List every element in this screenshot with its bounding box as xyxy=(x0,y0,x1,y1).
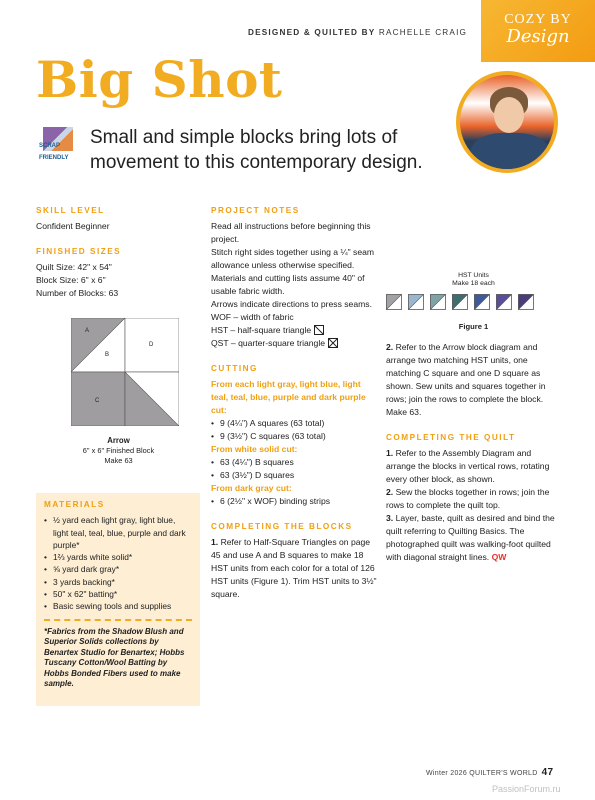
project-notes-section xyxy=(211,204,377,350)
arrow-block-caption xyxy=(36,436,201,466)
note-hst-line xyxy=(211,324,377,337)
step1-text: Refer to Half-Square Triangles on page 45 and use A and B squares to make 18 HST units from each color for a total of 126 HST units (Figure 1). Trim HST units to 3½" square. xyxy=(211,537,377,599)
cutting-item: • 6 (2½" x WOF) binding strips xyxy=(211,495,377,508)
cutting-item: • 9 (4¼") A squares (63 total) xyxy=(211,417,377,430)
finished-sizes-section xyxy=(36,245,201,300)
quilt-step3-text: Layer, baste, quilt as desired and bind the quilt referring to Quilting Basics. The photographed quilt was walking-foot quilted with diagonal straight lines. xyxy=(386,513,555,562)
hst-unit xyxy=(452,294,468,310)
quilt-step2 xyxy=(386,486,561,512)
figure-title-line2: Make 18 each xyxy=(452,280,495,287)
page-number: 47 xyxy=(541,767,554,778)
materials-heading: MATERIALS xyxy=(44,500,105,509)
column-left xyxy=(36,204,201,466)
pattern-title: Big Shot xyxy=(36,50,283,109)
designer-byline xyxy=(248,28,467,37)
cutting-list1 xyxy=(211,417,377,443)
hst-unit xyxy=(496,294,512,310)
designer-photo xyxy=(456,71,558,173)
badge-line2: Design xyxy=(506,26,570,47)
note-p1: Read all instructions before beginning this project. xyxy=(211,221,371,244)
figure-label: Figure 1 xyxy=(458,322,489,331)
note-p2: Stitch right sides together using a ¼" seam allowance unless otherwise specified. xyxy=(211,247,375,270)
cutting-list2 xyxy=(211,456,377,482)
arrow-block-diagram xyxy=(71,318,179,426)
number-of-blocks: Number of Blocks: 63 xyxy=(36,288,119,298)
fabric-note: *Fabrics from the Shadow Blush and Superior Solids collections by Benartex Studio for Benartex; Hobbs Tuscany Cotton/Wool Batting by Hobbs Bonded Fibers used to make sample. xyxy=(44,626,185,689)
photo-shirt xyxy=(470,133,550,173)
materials-item: • 50" x 62" batting* xyxy=(44,588,192,600)
dashed-divider xyxy=(44,619,192,621)
qw-end-mark: QW xyxy=(491,552,507,562)
quilt-step1-num: 1. xyxy=(386,448,394,458)
caption-size: 6" x 6" Finished Block xyxy=(82,446,155,455)
figure-title-line1: HST Units xyxy=(458,272,489,279)
quilt-step2-text: Sew the blocks together in rows; join the rows to complete the quilt top. xyxy=(386,487,550,510)
hst-unit xyxy=(386,294,402,310)
step2-block xyxy=(386,341,561,419)
hst-unit xyxy=(430,294,446,310)
label-d: D xyxy=(149,342,154,348)
byline-name: RACHELLE CRAIG xyxy=(378,28,468,37)
completing-quilt-heading: COMPLETING THE QUILT xyxy=(386,433,516,442)
quilt-step2-num: 2. xyxy=(386,487,394,497)
materials-box xyxy=(36,493,200,706)
note-wof: WOF – width of fabric xyxy=(211,312,294,322)
label-b: B xyxy=(105,352,110,358)
materials-item: • Basic sewing tools and supplies xyxy=(44,600,192,612)
completing-quilt-section xyxy=(386,431,561,564)
finished-sizes-heading: FINISHED SIZES xyxy=(36,247,122,256)
column-right xyxy=(386,204,561,576)
cutting-list3 xyxy=(211,495,377,508)
step2-text: Refer to the Arrow block diagram and arrange two matching HST units, one matching C square and one D square as shown. Sew units and squares together in rows; join the rows to complete the block. Make 63. xyxy=(386,342,546,417)
step2-num: 2. xyxy=(386,342,394,352)
cutting-sub1: From each light gray, light blue, light teal, teal, blue, purple and dark purple cut: xyxy=(211,379,366,415)
materials-item: • ⅝ yard dark gray* xyxy=(44,563,192,575)
materials-item: • ½ yard each light gray, light blue, light teal, teal, blue, purple and dark purple* xyxy=(44,514,192,551)
project-notes-heading: PROJECT NOTES xyxy=(211,206,300,215)
pattern-subtitle: Small and simple blocks bring lots of movement to this contemporary design. xyxy=(90,127,423,173)
hst-icon xyxy=(314,325,324,335)
hst-unit xyxy=(408,294,424,310)
photo-face xyxy=(494,97,524,133)
note-hst: HST – half-square triangle xyxy=(211,325,312,335)
step1-num: 1. xyxy=(211,537,219,547)
cutting-item: • 63 (3½") D squares xyxy=(211,469,377,482)
scrap-icon-line1: SCRAP xyxy=(39,143,61,149)
byline-prefix: DESIGNED & QUILTED BY xyxy=(248,28,376,37)
caption-title: Arrow xyxy=(107,436,130,445)
materials-list xyxy=(44,514,192,612)
label-c: C xyxy=(95,398,100,404)
cutting-sub3: From dark gray cut: xyxy=(211,483,292,493)
hst-units-row xyxy=(386,294,561,310)
qst-icon xyxy=(328,338,338,348)
completing-blocks-heading: COMPLETING THE BLOCKS xyxy=(211,522,353,531)
quilt-step1 xyxy=(386,447,561,486)
label-a: A xyxy=(85,328,90,334)
caption-count: Make 63 xyxy=(104,456,133,465)
figure-1 xyxy=(386,272,561,333)
cutting-item: • 9 (3½") C squares (63 total) xyxy=(211,430,377,443)
badge-line1: COZY BY xyxy=(504,12,572,27)
hst-unit xyxy=(474,294,490,310)
quilt-step1-text: Refer to the Assembly Diagram and arrange the blocks in vertical rows, rotating every other block, as shown. xyxy=(386,448,550,484)
cutting-section xyxy=(211,362,377,508)
quilt-step3 xyxy=(386,512,561,564)
cozy-by-design-badge xyxy=(481,0,595,62)
materials-item: • 1⅔ yards white solid* xyxy=(44,551,192,563)
scrap-friendly-icon xyxy=(39,127,73,163)
note-p4: Arrows indicate directions to press seams. xyxy=(211,299,372,309)
cutting-sub2: From white solid cut: xyxy=(211,444,298,454)
scrap-icon-line2: FRIENDLY xyxy=(39,155,69,161)
hst-unit xyxy=(518,294,534,310)
watermark: PassionForum.ru xyxy=(492,784,561,794)
page-footer xyxy=(426,767,553,778)
note-qst: QST – quarter-square triangle xyxy=(211,338,326,348)
cutting-heading: CUTTING xyxy=(211,364,258,373)
footer-issue: Winter 2026 QUILTER'S WORLD xyxy=(426,770,538,777)
block-size: Block Size: 6" x 6" xyxy=(36,275,106,285)
note-p3: Materials and cutting lists assume 40" of usable fabric width. xyxy=(211,273,365,296)
quilt-size: Quilt Size: 42" x 54" xyxy=(36,262,112,272)
quilt-step3-num: 3. xyxy=(386,513,394,523)
skill-level-section xyxy=(36,204,201,233)
skill-level-value: Confident Beginner xyxy=(36,221,110,231)
completing-blocks-section xyxy=(211,520,377,601)
cutting-item: • 63 (4¼") B squares xyxy=(211,456,377,469)
materials-item: • 3 yards backing* xyxy=(44,576,192,588)
skill-level-heading: SKILL LEVEL xyxy=(36,206,105,215)
column-middle xyxy=(211,204,377,613)
note-qst-line xyxy=(211,337,377,350)
